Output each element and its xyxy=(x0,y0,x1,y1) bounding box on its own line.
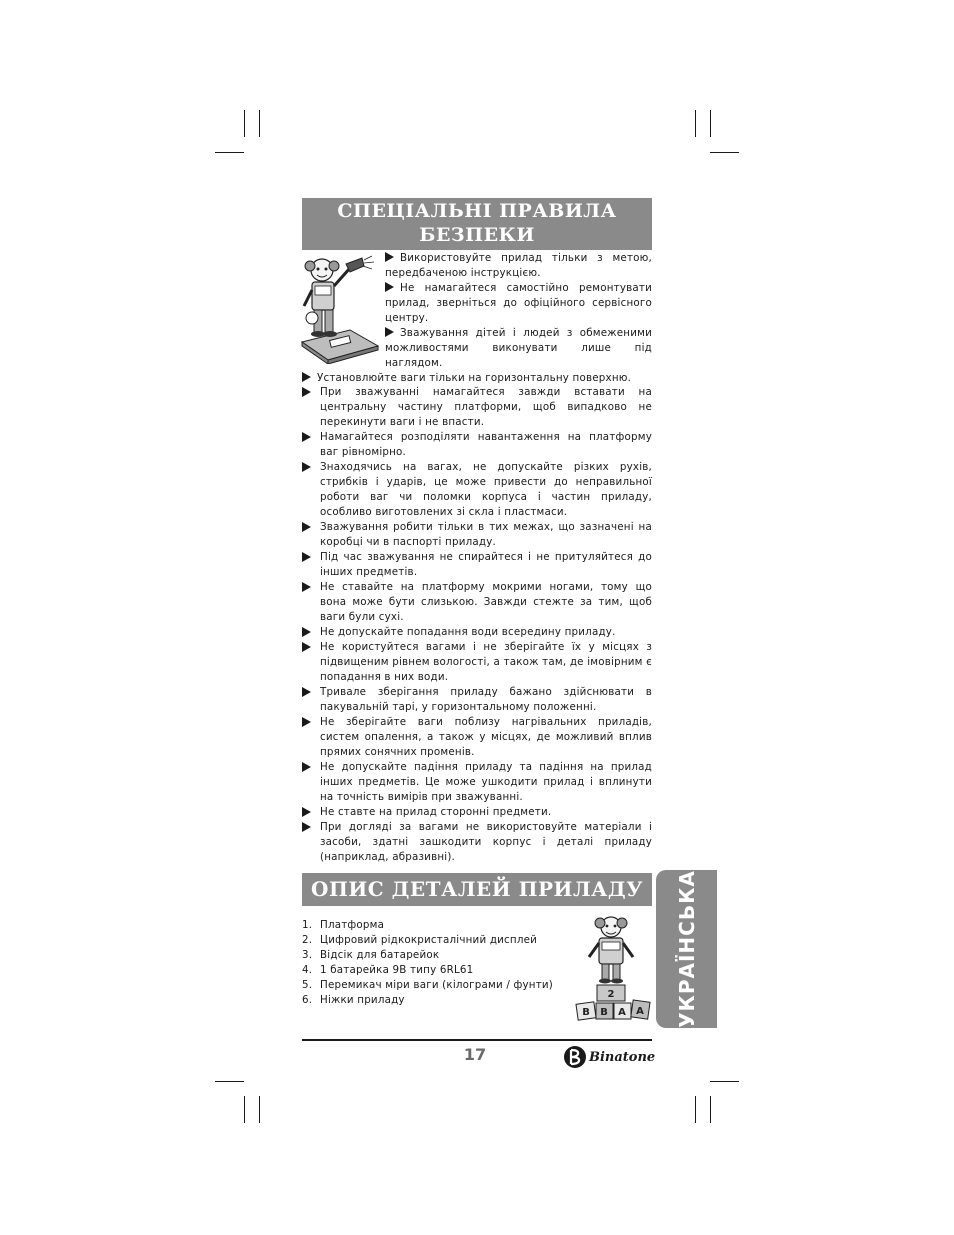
list-item xyxy=(302,640,652,685)
part-number: 4. xyxy=(302,964,313,976)
footer-rule xyxy=(302,1039,652,1041)
bullet-arrow-icon xyxy=(302,642,311,652)
part-label: Ніжки приладу xyxy=(320,994,405,1006)
section-title-line: БЕЗПЕКИ xyxy=(419,224,535,246)
safety-rule-text: Використовуйте прилад тільки з метою, передбаченою інструкцією. xyxy=(385,252,652,279)
bullet-arrow-icon xyxy=(302,762,311,772)
list-item xyxy=(302,963,572,978)
block-letter: А xyxy=(636,1006,644,1017)
block-letter: 2 xyxy=(607,989,615,1000)
part-number: 6. xyxy=(302,994,313,1006)
list-item xyxy=(302,550,652,580)
list-item xyxy=(302,933,572,948)
safety-rule-text: Не допускайте попадання води всередину приладу. xyxy=(320,626,616,638)
safety-rule-text: Не намагайтеся самостійно ремонтувати прилад, зверніться до офіційного сервісного центру. xyxy=(385,282,652,324)
bullet-arrow-icon xyxy=(302,582,311,592)
safety-rule-text: Намагайтеся розподіляти навантаження на платформу ваг рівномірно. xyxy=(320,431,652,458)
block-letter: В xyxy=(600,1007,608,1018)
part-number: 1. xyxy=(302,919,313,931)
part-label: Платформа xyxy=(320,919,385,931)
safety-rule-text: Не допускайте падіння приладу та падіння на прилад інших предметів. Це може ушкодити прилад і вплинути на точність вимірів при зважуванні. xyxy=(320,761,652,803)
bullet-arrow-icon xyxy=(302,627,311,637)
block-letter: А xyxy=(618,1007,626,1018)
list-item xyxy=(302,805,652,820)
section-title-parts: ОПИС ДЕТАЛЕЙ ПРИЛАДУ xyxy=(302,873,652,906)
list-item xyxy=(302,520,652,550)
part-number: 2. xyxy=(302,934,313,946)
bullet-arrow-icon xyxy=(385,252,394,262)
safety-rule-text: Не ставте на прилад сторонні предмети. xyxy=(320,806,552,818)
list-item xyxy=(302,580,652,625)
part-number: 3. xyxy=(302,949,313,961)
safety-rule-text: Установлюйте ваги тільки на горизонтальну поверхню. xyxy=(317,372,632,384)
safety-rule-text: Знаходячись на вагах, не допускайте різких рухів, стрибків і ударів, це може привести до неправильної роботи ваг чи поломки корпуса і частин приладу, особливо виготовлених зі скла і пластмаси. xyxy=(320,461,652,518)
bullet-arrow-icon xyxy=(302,552,311,562)
safety-rule-text: При догляді за вагами не використовуйте матеріали і засоби, здатні зашкодити корпус і деталі приладу (наприклад, абразивні). xyxy=(320,821,652,863)
safety-rule-text: Зважування дітей і людей з обмеженими можливостями виконувати лише під наглядом. xyxy=(385,327,652,369)
bullet-arrow-icon xyxy=(302,462,311,472)
part-label: Перемикач міри ваги (кілограми / фунти) xyxy=(320,979,554,991)
safety-rule-text: Не ставайте на платформу мокрими ногами, тому що вона може бути слизькою. Завжди стежте за тим, щоб ваги були сухі. xyxy=(320,581,652,623)
part-number: 5. xyxy=(302,979,313,991)
list-item xyxy=(302,460,652,520)
bullet-arrow-icon xyxy=(385,327,394,337)
list-item xyxy=(302,715,652,760)
part-label: Відсік для батарейок xyxy=(320,949,440,961)
safety-rule-text: Не користуйтеся вагами і не зберігайте їх у місцях з підвищеним рівнем вологості, а також там, де імовірним є попадання в них води. xyxy=(320,641,652,683)
list-item xyxy=(302,625,652,640)
section-title-safety xyxy=(302,198,652,250)
block-letter: В xyxy=(582,1007,590,1018)
brand-name: Binatone xyxy=(589,1049,656,1065)
safety-rule-text: Під час зважування не спирайтеся і не притуляйтеся до інших предметів. xyxy=(320,551,652,578)
binatone-logo-icon xyxy=(563,1045,587,1069)
safety-rule-text: Не зберігайте ваги поблизу нагрівальних приладів, систем опалення, а також у місцях, де можливий вплив прямих сонячних променів. xyxy=(320,716,652,758)
part-label: Цифровий рідкокристалічний дисплей xyxy=(320,934,538,946)
list-item xyxy=(302,685,652,715)
safety-rules-list xyxy=(302,385,652,865)
language-tab xyxy=(656,870,717,1028)
bullet-arrow-icon xyxy=(302,522,311,532)
blocks-character-illustration xyxy=(575,913,651,1025)
bullet-arrow-icon xyxy=(302,717,311,727)
page-number: 17 xyxy=(463,1045,487,1064)
safety-intro xyxy=(302,251,652,386)
list-item xyxy=(302,385,652,430)
list-item xyxy=(302,918,572,933)
part-label: 1 батарейка 9В типу 6RL61 xyxy=(320,964,474,976)
list-item xyxy=(302,993,572,1008)
bullet-arrow-icon xyxy=(302,807,311,817)
parts-list xyxy=(302,918,572,1008)
safety-rule-text: При зважуванні намагайтеся завжди вставати на центральну частину платформи, щоб випадково не перекинути ваги і не впасти. xyxy=(320,386,652,428)
bullet-arrow-icon xyxy=(385,282,394,292)
bullet-arrow-icon xyxy=(302,822,311,832)
safety-rule-text: Тривале зберігання приладу бажано здійснювати в пакувальній тарі, у горизонтальному положенні. xyxy=(320,686,652,713)
language-tab-label: УКРАЇНСЬКА xyxy=(674,870,699,1028)
list-item xyxy=(302,948,572,963)
list-item xyxy=(302,760,652,805)
section-title-line: СПЕЦІАЛЬНІ ПРАВИЛА xyxy=(337,200,617,222)
bullet-arrow-icon xyxy=(302,687,311,697)
bullet-arrow-icon xyxy=(302,372,311,382)
safety-rule-text: Зважування робити тільки в тих межах, що зазначені на коробці чи в паспорті приладу. xyxy=(320,521,652,548)
list-item xyxy=(302,820,652,865)
brand-logo xyxy=(563,1044,655,1070)
list-item xyxy=(302,430,652,460)
list-item xyxy=(302,978,572,993)
bullet-arrow-icon xyxy=(302,432,311,442)
bullet-arrow-icon xyxy=(302,387,311,397)
